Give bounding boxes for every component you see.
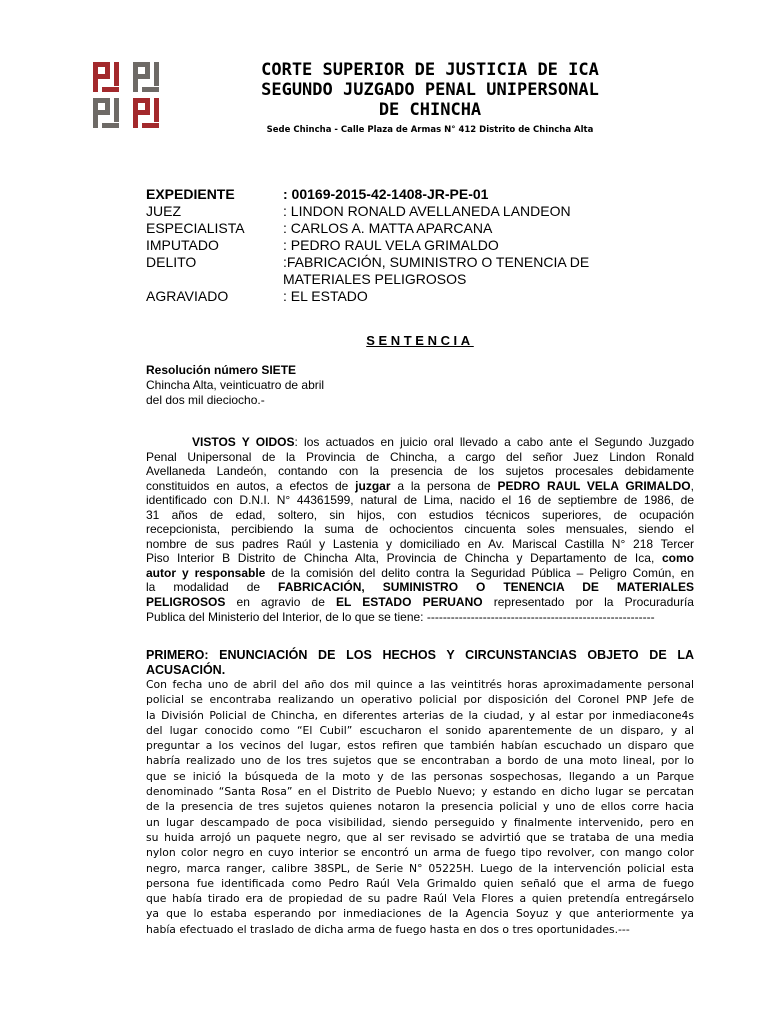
paragraph-line: había efectuado el traslado de dicha arma de fuego hasta en dos o tres oportunidades.--- — [146, 922, 630, 936]
paragraph-line: la División Policial de Chincha, en diferentes arterias de la ciudad, y al estar por inmediacone4s — [146, 708, 694, 722]
paragraph-line: recepcionista, percibiendo la suma de ochocientos cincuenta soles mensuales, siendo el — [146, 522, 694, 537]
paragraph-line: de la presencia de tres sujetos quienes notaron la presencia policial y uno de ellos corre hacia — [146, 800, 694, 814]
paragraph-line — [146, 566, 694, 581]
delito-label: DELITO — [146, 254, 197, 270]
heading-line: PRIMERO: ENUNCIACIÓN DE LOS HECHOS Y CIRCUNSTANCIAS OBJETO DE LA — [146, 648, 694, 662]
especialista-label: ESPECIALISTA — [146, 220, 245, 236]
agraviado-label: AGRAVIADO — [146, 288, 229, 304]
hechos-paragraph — [146, 677, 694, 937]
imputado-value: : PEDRO RAUL VELA GRIMALDO — [283, 237, 499, 253]
paragraph-line: nylon color negro en cuyo interior se encontró un arma de fuego tipo revolver, con mango color — [146, 846, 694, 860]
paragraph-line: Avellaneda Landeón, contando con la presencia de los sujetos procesales debidamente — [146, 464, 694, 479]
delito-value-line-1 — [283, 254, 694, 271]
delito-row — [146, 254, 694, 288]
sentencia-title: SENTENCIA — [366, 333, 474, 348]
juez-label: JUEZ — [146, 203, 181, 219]
paragraph-line: denominado “Santa Rosa” en el Distrito de Pueblo Nuevo; y estando en dicho lugar se percatan — [146, 785, 694, 799]
text-run: : los actuados en juicio oral llevado a cabo ante el Segundo Juzgado — [294, 435, 695, 449]
text-run: , — [690, 478, 694, 493]
paragraph-line: identificado con D.N.I. N° 44361599, natural de Lima, nacido el 16 de septiembre de 1986, de — [146, 493, 694, 508]
paragraph-line — [146, 580, 694, 595]
sede-address: Sede Chincha - Calle Plaza de Armas N° 412 Distrito de Chincha Alta — [266, 125, 594, 135]
agraviado-row — [146, 288, 694, 305]
imputado-label: IMPUTADO — [146, 237, 219, 253]
text-run: como — [661, 551, 694, 566]
paragraph-line: preguntar a los vecinos del lugar, estos refiren que también habían escuchado un disparo que — [146, 739, 694, 753]
pj-logo — [93, 60, 171, 130]
text-run: representado por la Procuraduría — [493, 595, 694, 610]
text-run: EL ESTADO PERUANO — [336, 595, 483, 610]
paragraph-line: que se inició la búsqueda de la moto y de las personas sospechosas, llegando a un Parque — [146, 769, 694, 783]
text-run: FABRICACIÓN, SUMINISTRO O TENENCIA DE MATERIALES — [278, 580, 694, 595]
especialista-value: : CARLOS A. MATTA APARCANA — [283, 220, 493, 236]
delito-word: O — [481, 254, 493, 270]
paragraph-line: persona fue identificada como Pedro Raúl Vela Grimaldo quien señaló que el arma de fuego — [146, 876, 694, 890]
delito-word: SUMINISTRO — [389, 254, 478, 270]
text-run: juzgar — [355, 478, 391, 493]
paragraph-line: Con fecha uno de abril del año dos mil quince a las veintitrés horas aproximadamente personal — [146, 678, 694, 691]
paragraph-line: policial se encontraba realizando un operativo policial por disposición del Coronel PNP Jefe de — [146, 693, 694, 707]
text-run: la modalidad de — [146, 580, 261, 595]
text-run: constituidos en autos, a efectos de — [146, 478, 349, 493]
text-run: a la persona de — [397, 478, 491, 493]
delito-word: DE — [569, 254, 590, 270]
paragraph-line — [146, 435, 694, 450]
expediente-value: : 00169-2015-42-1408-JR-PE-01 — [283, 186, 489, 202]
text-run: PELIGROSOS — [146, 595, 226, 610]
vistos-heading: VISTOS Y OIDOS — [192, 435, 295, 449]
delito-word: :FABRICACIÓN, — [283, 254, 386, 270]
case-info — [146, 186, 694, 305]
paragraph-line: su huida arrojó un paquete negro, que al ser revisado se advirtió que se trataba de una media — [146, 830, 694, 844]
imputado-row — [146, 237, 694, 254]
court-line-3: DE CHINCHA — [378, 100, 482, 120]
paragraph-line: del lugar conocido como “El Cubil” escucharon el sonido aparentemente de un disparo, y al — [146, 723, 694, 737]
paragraph-line — [146, 479, 694, 494]
expediente-row — [146, 186, 694, 203]
juez-row — [146, 203, 694, 220]
paragraph-line: negro, marca ranger, calibre 38SPL, de Serie N° 05225H. Luego de la intervención policial esta — [146, 861, 694, 875]
paragraph-line: nombre de sus padres Raúl y Lastenia y domiciliado en Av. Mariscal Castilla N° 218 Tercer — [146, 536, 694, 551]
paragraph-line — [146, 595, 694, 610]
paragraph-line: Publica del Ministerio del Interior, de lo que se tiene: --------------------------------------------------------- — [146, 609, 655, 624]
expediente-label: EXPEDIENTE — [146, 186, 235, 202]
court-line-2: SEGUNDO JUZGADO PENAL UNIPERSONAL — [261, 80, 599, 100]
court-line-1: CORTE SUPERIOR DE JUSTICIA DE ICA — [261, 60, 599, 80]
resolution-date-line-1: Chincha Alta, veinticuatro de abril — [146, 378, 325, 392]
paragraph-line: ya que lo estaba esperando por inmediaciones de la Agencia Soyuz y que anteriormente ya — [146, 907, 694, 921]
agraviado-value: : EL ESTADO — [283, 288, 368, 304]
court-header — [200, 60, 660, 120]
paragraph-line: Penal Unipersonal de la Provincia de Chincha, a cargo del señor Juez Lindon Ronald — [146, 449, 694, 464]
juez-value: : LINDON RONALD AVELLANEDA LANDEON — [283, 203, 571, 219]
paragraph-line: habría realizado uno de los tres sujetos que se encontraban a bordo de una moto lineal, por lo — [146, 754, 694, 768]
especialista-row — [146, 220, 694, 237]
vistos-paragraph — [146, 435, 694, 624]
heading-line: ACUSACIÓN. — [146, 663, 226, 677]
paragraph-line: 31 años de edad, soltero, sin hijos, con estudios técnicos superiores, de ocupación — [146, 507, 694, 522]
primero-heading — [146, 648, 694, 678]
paragraph-line: un lugar descampado de poca visibilidad, siendo perseguido y finalmente intervenido, pero en — [146, 815, 694, 829]
delito-word: TENENCIA — [495, 254, 566, 270]
text-run: autor y responsable — [146, 565, 266, 580]
resolution-title: Resolución número SIETE — [146, 363, 297, 377]
text-run: PEDRO RAUL VELA GRIMALDO — [497, 478, 691, 493]
resolution-date-line-2: del dos mil dieciocho.- — [146, 393, 265, 407]
paragraph-line — [146, 551, 694, 566]
delito-value-line-2: MATERIALES PELIGROSOS — [283, 271, 467, 287]
paragraph-line: que había tirado era de propiedad de su padre Raúl Vela Flores a quien pretendía entregárselo — [146, 892, 694, 906]
text-run: Piso Interior B Distrito de Chincha Alta, Provincia de Chincha y Departamento de Ica, — [146, 551, 655, 566]
text-run: de la comisión del delito contra la Seguridad Pública – Peligro Común, en — [271, 565, 694, 580]
resolution-block — [146, 363, 694, 408]
text-run: en agravio de — [236, 595, 325, 610]
